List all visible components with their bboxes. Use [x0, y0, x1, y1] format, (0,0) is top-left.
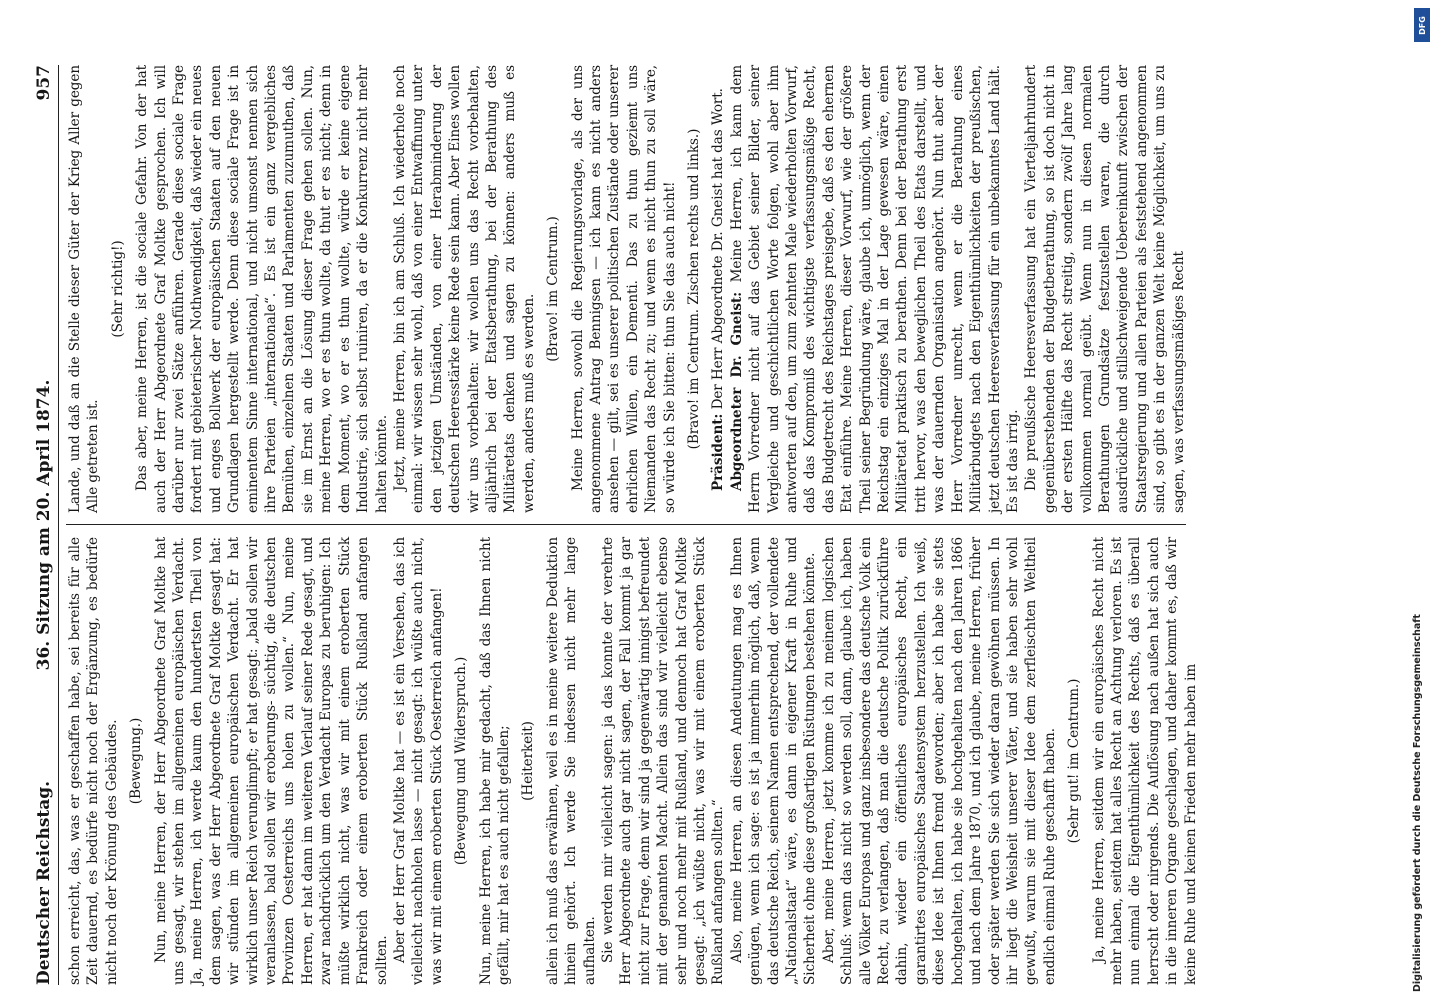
- interjection: (Bewegung.): [128, 717, 145, 805]
- paragraph: Aber, meine Herren, jetzt komme ich zu meinem logischen Schluß: wenn das nicht so werden soll, dann, glaube ich, haben alle Völker Europas und ganz insbesondere das deutsche Volk ein Recht, zu verlangen, daß man die deutsche Politik zurückführe dahin, wieder ein öffentliches europäisches Recht, ein garantirtes europäisches Staatensystem herzustellen. Ich weiß, diese Idee ist Ihnen fremd geworden; aber ich habe sie stets hochgehalten, ich habe sie hochgehalten nach den Jahren 1866 und nach dem Jahre 1870, und ich glaube, meine Herren, früher oder später werden Sie sich wieder daran gewöhnen müssen. In ihr liegt die Weisheit unserer Väter, und sie haben sehr wohl gewußt, warum sie mit dieser Idee dem zerfleischten Weltheil endlich einmal Ruhe geschafft haben.: [820, 537, 1058, 985]
- speaker-name: Abgeordneter Dr. Gneist:: [728, 291, 745, 491]
- paragraph: Das aber, meine Herren, ist die sociale Gefahr. Von der hat auch der Herr Abgeordnete Graf Moltke gesprochen. Ich will darüber nur zwei Sätze anführen. Gerade diese sociale Frage fordert mit gebieterischer Nothwendigkeit, daß wieder ein neues und enges Bollwerk der europäischen Staaten auf den neuen Grundlagen hergestellt werde. Denn diese sociale Frage ist in eminentem Sinne international, und nicht umsonst nennen sich ihre Parteien „internationale“. Es ist ein ganz vergebliches Bemühen, einzelnen Staaten und Parlamenten zuzumuthen, daß sie im Ernst an die Lösung dieser Frage gehen sollen. Nun, meine Herren, wo er es thun wollte, da thut er es nicht; denn in dem Moment, wo er es thun wollte, würde er keine eigene Industrie, sich selbst ruiniren, da er die Konkurrenz nicht mehr halten könnte.: [134, 65, 390, 513]
- paragraph: Ja, meine Herren, seitdem wir ein europäisches Recht nicht mehr haben, seitdem hat alles Recht an Achtung verloren. Es ist nun einmal die Eigenthümlichkeit des Rechts, daß es überall herrscht oder nirgends. Die Auflösung nach außen hat sich auch in die inneren Organe geschlagen, und daher kommt es, daß wir keine Ruhe und keinen Frieden mehr haben im: [1090, 537, 1199, 985]
- paragraph: Abgeordneter Dr. Gneist: Meine Herren, ich kann dem Herrn Vorredner nicht auf das Gebiet seiner Bilder, seiner Vergleiche und geschichtlichen Worte folgen, wohl aber ihm antworten auf den, um zum zehnten Male wiederholten Vorwurf, daß das Kompromiß des wichtigste verfassungsmäßige Recht, das Budgetrecht des Reichstages preisgebe, daß es den ehernen Etat einführe. Meine Herren, dieser Vorwurf, wie der größere Theil seiner Begründung wäre, glaube ich, unmöglich, wenn der Reichstag ein einziges Mal in der Lage gewesen wäre, einen Militäretat praktisch zu berathen. Denn bei der Berathung erst tritt hervor, was den beweglichen Theil des Etats darstellt, und was der dauernden Organisation angehört. Nun thut aber der Herr Vorredner unrecht, wenn er die Berathung eines Militärbudgets nach den Eigenthümlichkeiten der preußischen, jetzt deutschen Heeresverfassung für ein unbekanntes Land hält. Es ist das irrig.: [728, 65, 1021, 513]
- paragraph: Also, meine Herren, an diesen Andeutungen mag es Ihnen genügen, wenn ich sage: es ist ja immerhin möglich, daß, wenn das deutsche Reich, seinem Namen entsprechend, der vollendete „Nationalstaat“ wäre, es dann in eigener Kraft in Ruhe und Sicherheit ohne diese großartigen Rüstungen bestehen könnte.: [728, 537, 819, 985]
- paragraph: Nun, meine Herren, ich habe mir gedacht, daß das Ihnen nicht gefällt, mir hat es auch nicht gefallen;: [477, 537, 512, 985]
- page-header: [30, 65, 60, 985]
- paragraph: Aber der Herr Graf Moltke hat — es ist ein Versehen, das ich vielleicht nachholen lasse — nicht gesagt: ich wüßte auch nicht, was wir mit einem eroberten Stück Oesterreich anfangen!: [391, 537, 445, 985]
- page-number: 957: [34, 65, 54, 101]
- dfg-funding-note: Digitalisierung gefördert durch die Deutsche Forschungsgemeinschaft: [1412, 614, 1423, 992]
- left-column: [66, 537, 1199, 985]
- paragraph: Meine Herren, sowohl die Regierungsvorlage, als der uns angenommene Antrag Bennigsen — ich kann es nicht anders ansehen — gilt, sei es unserer politischen Zustände oder unserer ehrlichen Willen, ein Dementi. Das zu thun geziemt uns Niemanden das Recht zu; und wenn es nicht thun zu soll wäre, so würde ich Sie bitten: thun Sie das auch nicht!: [569, 65, 678, 513]
- dfg-logo: DFG: [1414, 8, 1430, 42]
- rotated-page: [30, 65, 1199, 985]
- paragraph: Lande, und daß an die Stelle dieser Güter der Krieg Aller gegen Alle getreten ist.: [67, 65, 102, 513]
- interjection: (Sehr gut! im Centrum.): [1066, 678, 1083, 844]
- paragraph: Nun, meine Herren, der Herr Abgeordnete Graf Moltke hat uns gesagt, wir stehen im allgemeinen europäischen Verdacht. Ja, meine Herren, ich werde kaum den hundertsten Theil von dem sagen, was der Herr Abgeordnete Graf Moltke gesagt hat: wir stünden im allgemeinen europäischen Verdacht. Er hat wirklich unser Reich verunglimpft; er hat gesagt: „bald sollen wir veranlassen, bald sollen wir eroberungs- süchtig, die deutschen Provinzen Oesterreichs uns holen zu wollen.“ Nun, meine Herren, er hat dann im weiteren Verlauf seiner Rede gesagt, und zwar nachdrücklich um den Verdacht Europas zu beruhigen: Ich müßte wirklich nicht, was wir mit einem eroberten Stück Frankreich oder einem eroberten Stück Rußland anfangen sollten.: [152, 537, 390, 985]
- interjection: (Heiterkeit): [520, 721, 537, 801]
- paragraph: Die preußische Heeresverfassung hat ein Vierteljahrhundert gegenüberstehenden der Budgetberathung, so ist doch nicht in der ersten Hälfte das Recht streitig, sondern zwölf Jahre lang vollkommen normal geübt. Wenn nun in diesen normalen Berathungen Grundsätze festzustellen waren, die durch ausdrückliche und stillschweigende Uebereinkunft zwischen der Staatsregierung und allen Parteien als feststehend angenommen sind, so gibt es in der ganzen Welt keine Möglichkeit, um uns zu sagen, was verfassungsmäßiges Recht: [1023, 65, 1187, 513]
- column-divider: [66, 524, 1186, 525]
- paragraph: schon erreicht, das, was er geschaffen habe, sei bereits für alle Zeit dauernd, es bedürfe nicht noch der Ergänzung, es bedürfe nicht noch der Krönung des Gebäudes.: [67, 537, 120, 985]
- interjection: (Bravo! im Centrum.): [545, 216, 562, 362]
- header-title: Deutscher Reichstag.: [34, 780, 54, 985]
- right-column: [66, 65, 1186, 513]
- paragraph: Präsident: Der Herr Abgeordnete Dr. Gneist hat das Wort.: [710, 88, 727, 491]
- paragraph: Sie werden mir vielleicht sagen: ja das konnte der verehrte Herr Abgeordnete auch gar nicht sagen, der Fall kommt ja gar nicht zur Frage, denn wir sind ja gegenwärtig innigst befreundet mit der genannten Macht. Allein das sind wir vielleicht ebenso sehr und noch mehr mit Rußland, und dennoch hat Graf Moltke gesagt: „ich wüßte nicht, was wir mit einem eroberten Stück Rußland anfangen sollten.“: [599, 537, 727, 985]
- header-session: 36. Sitzung am 20. April 1874.: [34, 379, 54, 671]
- interjection: (Bewegung und Widerspruch.): [453, 656, 470, 866]
- paragraph: allein ich muß das erwähnen, weil es in meine weitere Deduktion hinein gehört. Ich werde Sie indessen nicht mehr lange aufhalten.: [544, 537, 598, 985]
- paragraph: Jetzt, meine Herren, bin ich am Schluß. Ich wiederhole noch einmal: wir wissen sehr wohl, daß von einer Entwaffnung unter den jetzigen Umständen, von einer Herabminderung der deutschen Heeresstärke keine Rede sein kann. Aber Eines wollen wir uns vorbehalten: wir wollen uns das Recht vorbehalten, alljährlich bei der Etatsberathung, bei der Berathung des Militäretats denken und sagen zu können: anders muß es werden, anders muß es werden.: [391, 65, 537, 513]
- interjection: (Bravo! im Centrum. Zischen rechts und links.): [686, 128, 702, 450]
- header-rule: [58, 65, 59, 985]
- interjection: (Sehr richtig!): [109, 240, 126, 338]
- speaker-name: Präsident:: [710, 413, 727, 491]
